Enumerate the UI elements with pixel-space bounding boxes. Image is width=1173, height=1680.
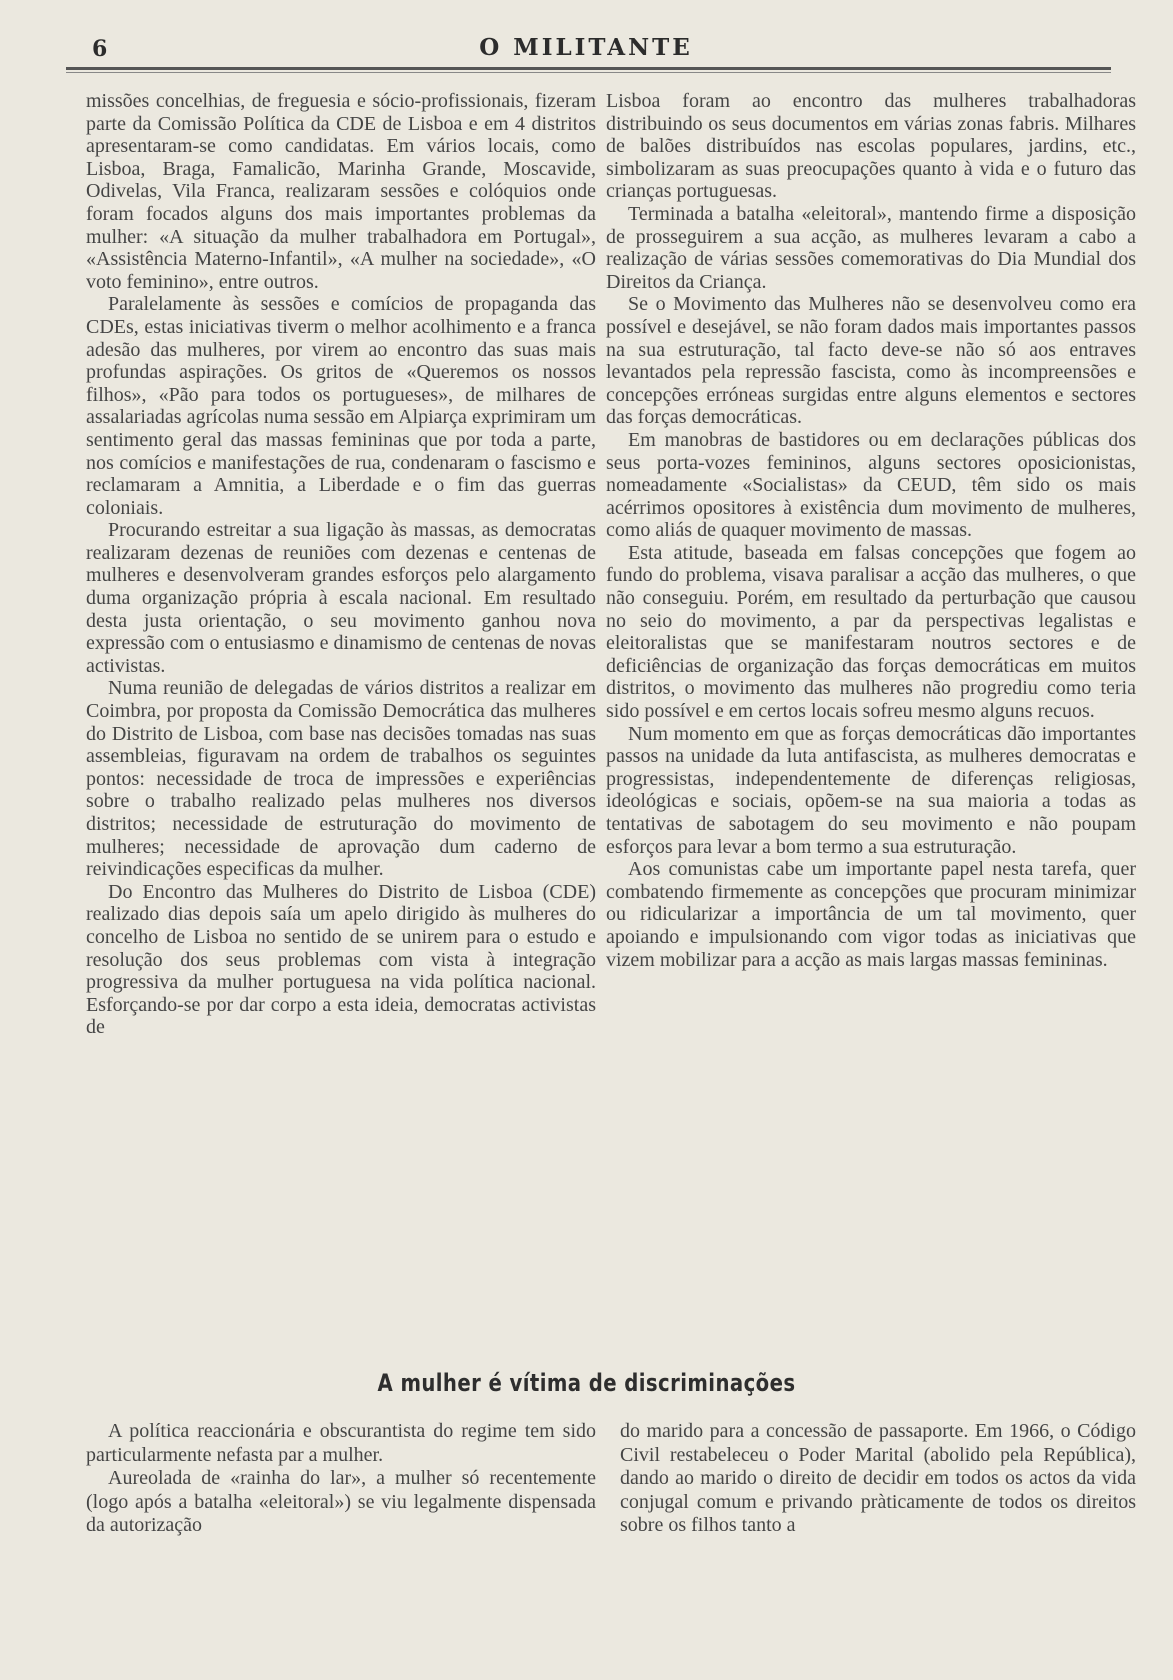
article-column-right bbox=[620, 1420, 1136, 1538]
article-column-right bbox=[606, 90, 1136, 971]
paragraph: do marido para a concessão de passaporte. Em 1966, o Código Civil restabeleceu o Poder Marital (abolido pela República), dando ao marido o direito de decidir em todos os actos da vida conjugal comum e privando pràticamente de todos os direitos sobre os filhos tanto a bbox=[620, 1420, 1136, 1536]
paragraph: Aos comunistas cabe um importante papel nesta tarefa, quer combatendo firmemente as concepções que procuram minimizar ou ridicularizar a importância de um tal movimento, quer apoiando e impulsionando com vigor todas as iniciativas que vizem mobilizar para a acção as mais largas massas femininas. bbox=[606, 858, 1136, 971]
paragraph: Aureolada de «rainha do lar», a mulher só recentemente (logo após a batalha «eleitoral») se viu legalmente dispensada da autorização bbox=[86, 1467, 596, 1536]
header-rule bbox=[66, 67, 1111, 70]
article-column-left bbox=[86, 90, 596, 1039]
paragraph: Esta atitude, baseada em falsas concepções que fogem ao fundo do problema, visava paralisar a acção das mulheres, o que não conseguiu. Porém, em resultado da perturbação que causou no seio do movimento, a par da perspectivas legalistas e eleitoralistas que se manifestaram noutros sectores e de deficiências de organização das forças democráticas em muitos distritos, o movimento das mulheres não progrediu como teria sido possível e em certos locais sofreu mesmo alguns recuos. bbox=[606, 541, 1136, 723]
paragraph: Num momento em que as forças democráticas dão importantes passos na unidade da luta antifascista, as mulheres democratas e progressistas, independentemente de diferenças religiosas, ideológicas e sociais, opõem-se na sua maioria a todas as tentativas de sabotagem do seu movimento e não poupam esforços para levar a bom termo a sua estruturação. bbox=[606, 722, 1136, 858]
paragraph: Paralelamente às sessões e comícios de propaganda das CDEs, estas iniciativas tiverm o melhor acolhimento e a franca adesão das mulheres, por virem ao encontro das suas mais profundas aspirações. Os gritos de «Queremos os nossos filhos», «Pão para todos os portugueses», de milhares de assalariadas agrícolas numa sessão em Alpiarça exprimiram um sentimento geral das massas femininas que por toda a parte, nos comícios e manifestações de rua, condenaram o fascismo e reclamaram a Amnitia, a Liberdade e o fim das guerras coloniais. bbox=[86, 293, 596, 519]
header-rule-thin bbox=[66, 72, 1111, 73]
paragraph: Se o Movimento das Mulheres não se desenvolveu como era possível e desejável, se não foram dados mais importantes passos na sua estruturação, tal facto deve-se não só aos entraves levantados pela repressão fascista, como às incompreensões e concepções erróneas surgidas entre alguns elementos e sectores das forças democráticas. bbox=[606, 293, 1136, 429]
paragraph: Lisboa foram ao encontro das mulheres trabalhadoras distribuindo os seus documentos em várias zonas fabris. Milhares de balões distribuídos nas escolas populares, jardins, etc., simbolizaram as suas preocupações quanto à vida e o futuro das crianças portuguesas. bbox=[606, 90, 1136, 203]
page-number: 6 bbox=[92, 36, 108, 62]
paragraph: Terminada a batalha «eleitoral», mantendo firme a disposição de prosseguirem a sua acção, as mulheres levaram a cabo a realização de várias sessões comemorativas do Dia Mundial dos Direitos da Criança. bbox=[606, 202, 1136, 293]
page-header bbox=[66, 30, 1106, 70]
masthead-title: O MILITANTE bbox=[479, 34, 693, 61]
paragraph: missões concelhias, de freguesia e sócio-profissionais, fizeram parte da Comissão Política da CDE de Lisboa e em 4 distritos apresentaram-se como candidatas. Em vários locais, como Lisboa, Braga, Famalicão, Marinha Grande, Moscavide, Odivelas, Vila Franca, realizaram sessões e colóquios onde foram focados alguns dos mais importantes problemas da mulher: «A situação da mulher trabalhadora em Portugal», «Assistência Materno-Infantil», «A mulher na sociedade», «O voto feminino», entre outros. bbox=[86, 90, 596, 293]
paragraph: Em manobras de bastidores ou em declarações públicas dos seus porta-vozes femininos, alguns sectores oposicionistas, nomeadamente «Socialistas» da CEUD, têm sido os mais acérrimos opositores à existência dum movimento de mulheres, como aliás de quaquer movimento de massas. bbox=[606, 428, 1136, 542]
article-column-left bbox=[86, 1420, 596, 1538]
paragraph: A política reaccionária e obscurantista do regime tem sido particularmente nefasta par a mulher. bbox=[86, 1420, 596, 1466]
paragraph: Numa reunião de delegadas de vários distritos a realizar em Coimbra, por proposta da Comissão Democrática das mulheres do Distrito de Lisboa, com base nas decisões tomadas nas suas assembleias, figuravam na ordem de trabalhos os seguintes pontos: necessidade de troca de impressões e experiências sobre o trabalho realizado pelas mulheres nos diversos distritos; necessidade de estruturação do movimento de mulheres; necessidade de aprovação dum caderno de reivindicações especificas da mulher. bbox=[86, 677, 596, 881]
paragraph: Procurando estreitar a sua ligação às massas, as democratas realizaram dezenas de reuniões com dezenas e centenas de mulheres e desenvolveram grandes esforços pelo alargamento duma organização própria à escala nacional. Em resultado desta justa orientação, o seu movimento ganhou nova expressão com o entusiasmo e dinamismo de centenas de novas activistas. bbox=[86, 519, 596, 677]
paragraph: Do Encontro das Mulheres do Distrito de Lisboa (CDE) realizado dias depois saía um apelo dirigido às mulheres do concelho de Lisboa no sentido de se unirem para o estudo e resolução dos seus problemas com vista à integração progressiva da mulher portuguesa na vida política nacional. Esforçando-se por dar corpo a esta ideia, democratas activistas de bbox=[86, 880, 596, 1039]
article-headline: A mulher é vítima de discriminações bbox=[377, 1369, 796, 1397]
